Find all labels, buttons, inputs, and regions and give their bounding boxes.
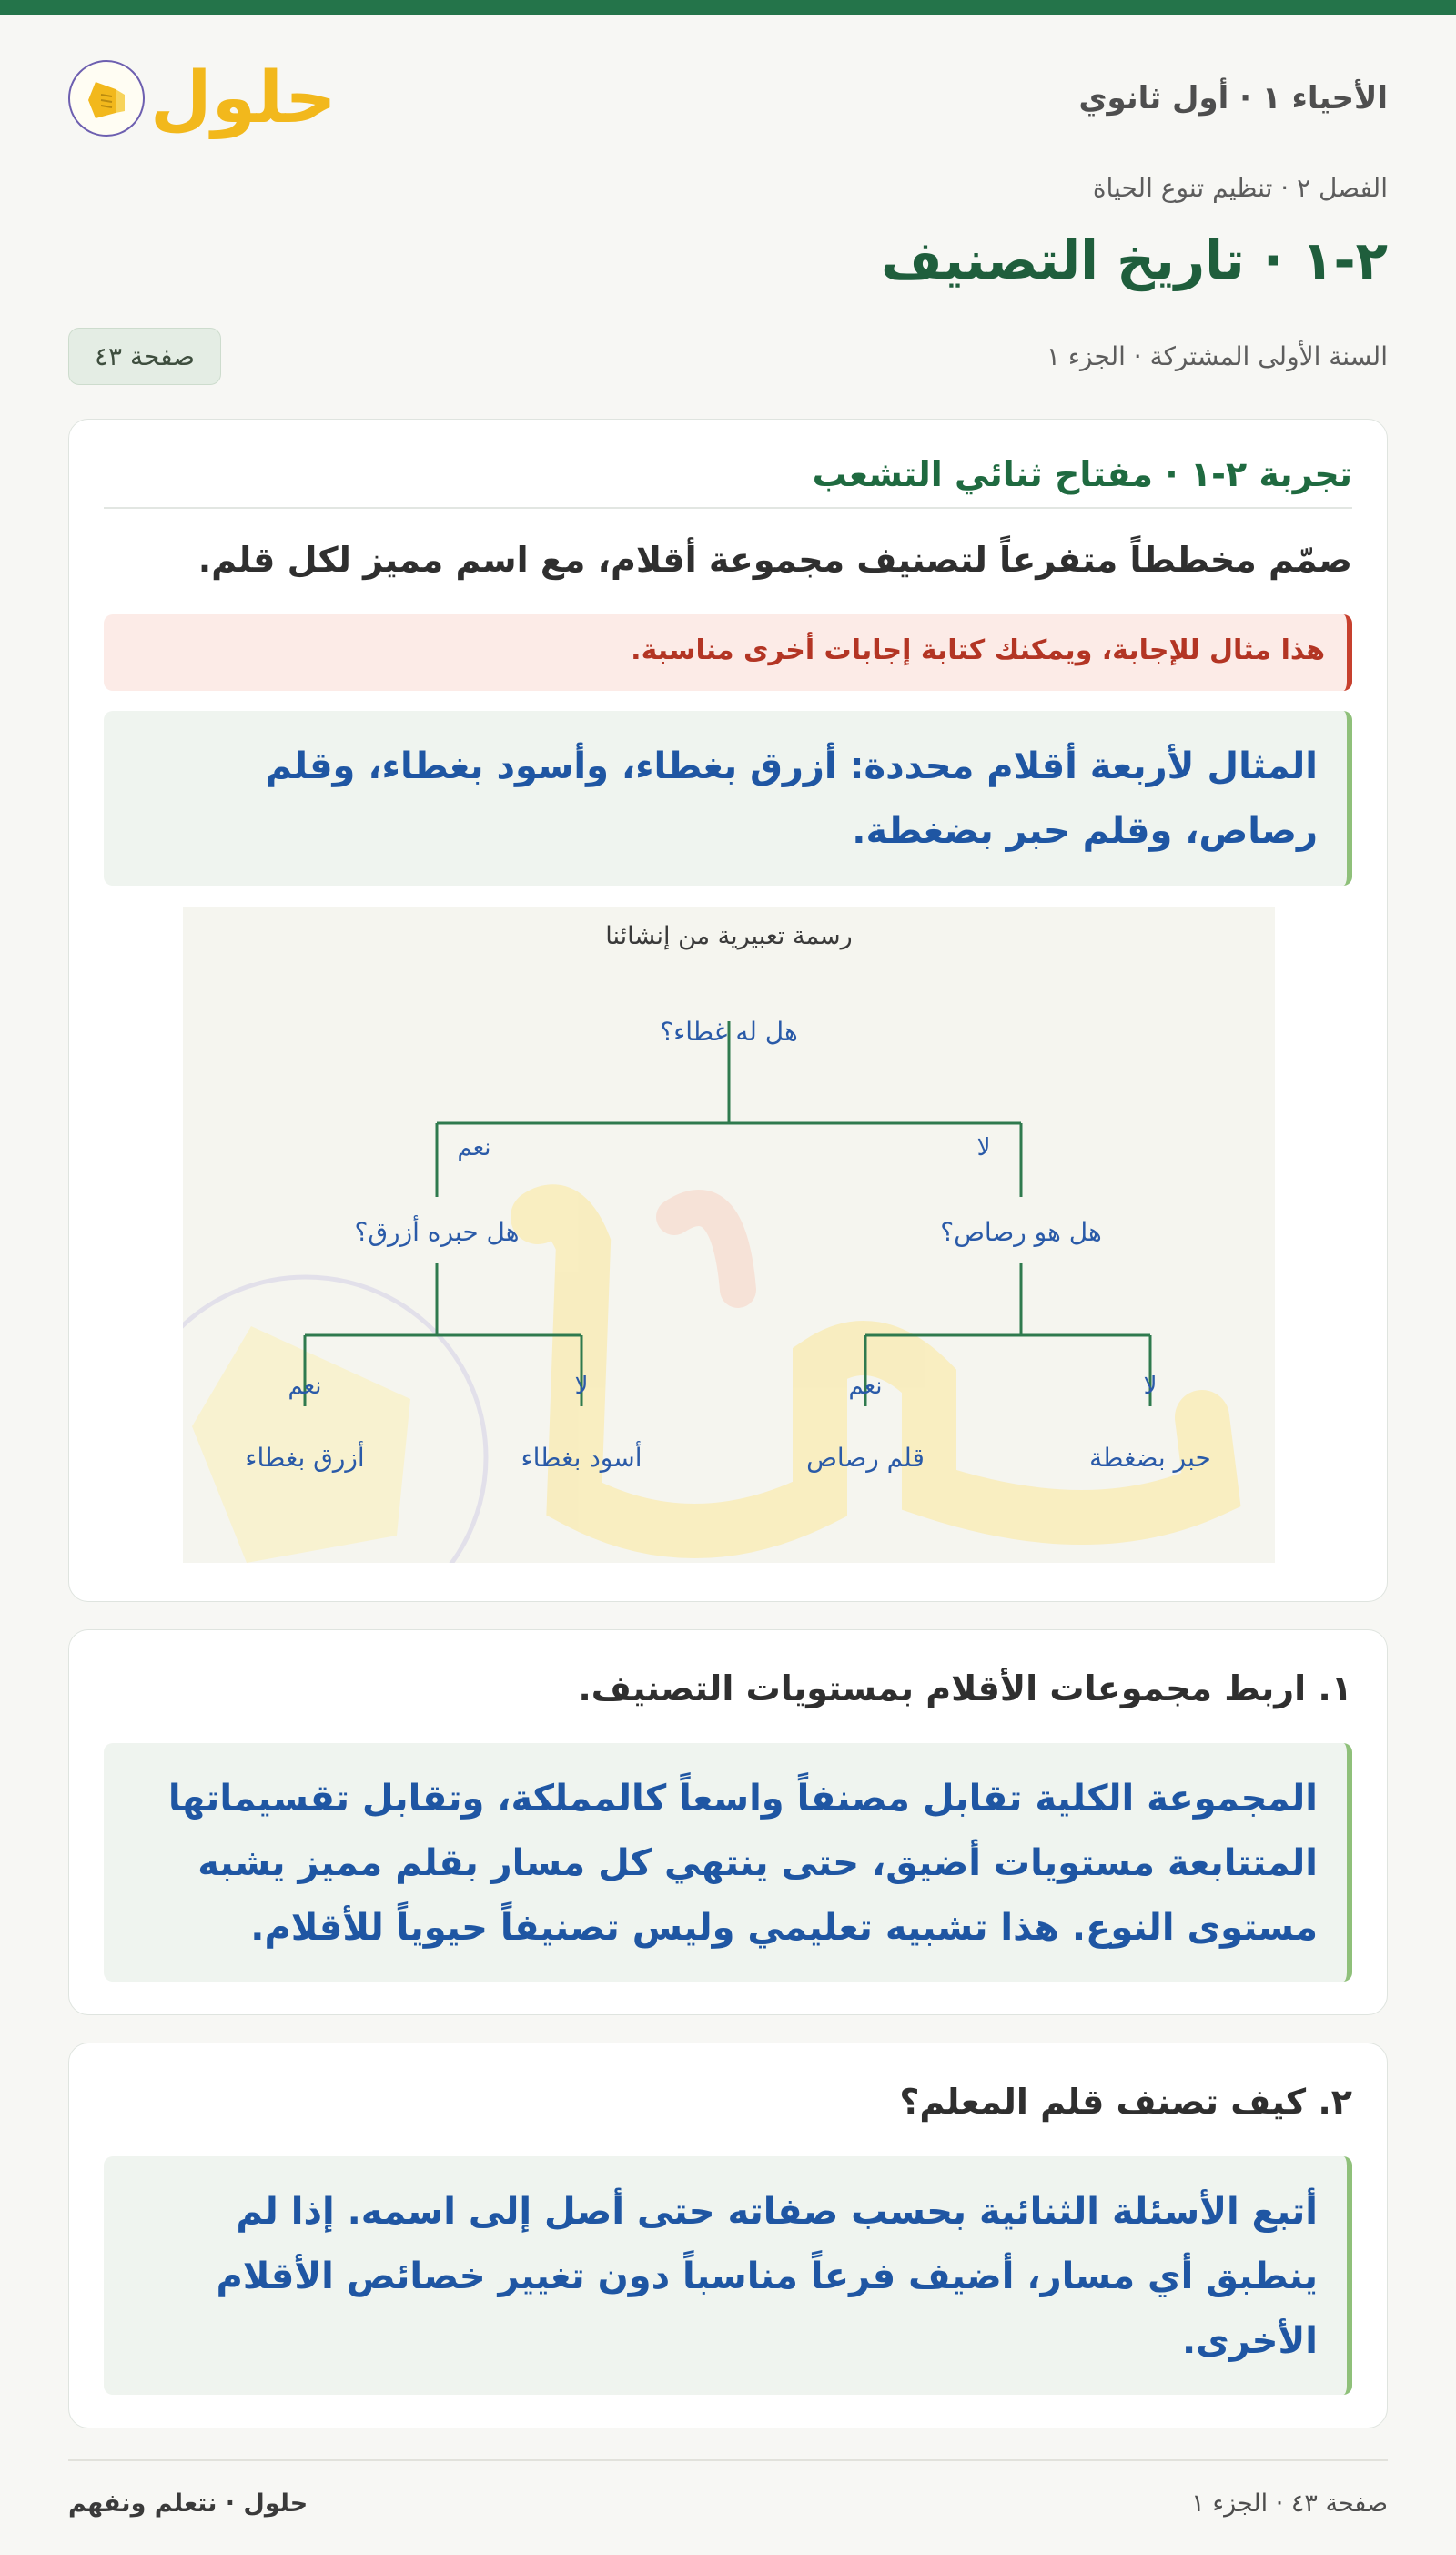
experiment-prompt: صمّم مخططاً متفرعاً لتصنيف مجموعة أقلام، مع اسم مميز لكل قلم. — [197, 540, 1352, 580]
footer-brand: حلول · نتعلم ونفهم — [68, 2489, 308, 2518]
footer-divider — [68, 2459, 1388, 2461]
experiment-heading: تجربة ٢-١ · مفتاح ثنائي التشعب — [104, 454, 1352, 509]
page-badge: صفحة ٤٣ — [68, 328, 221, 385]
experiment-answer: المثال لأربعة أقلام محددة: أزرق بغطاء، وأسود بغطاء، وقلم رصاص، وقلم حبر بضغطة. — [104, 711, 1352, 886]
question-1-card — [68, 1629, 1388, 2015]
pen-logo-icon — [68, 60, 145, 137]
question-1: ١. اربط مجموعات الأقلام بمستويات التصنيف. — [578, 1668, 1352, 1708]
leaf-no-label: لا — [1143, 1373, 1158, 1400]
page-header — [68, 44, 1388, 153]
page-footer — [68, 2485, 1388, 2521]
dichotomous-key-diagram — [183, 907, 1275, 1563]
footer-page-label: صفحة ٤٣ · الجزء ١ — [1191, 2489, 1388, 2518]
branch-no-label: لا — [976, 1134, 991, 1161]
leaf-yes-label: نعم — [288, 1373, 322, 1400]
question-2-answer: أتبع الأسئلة الثنائية بحسب صفاته حتى أصل إلى اسمه. إذا لم ينطبق أي مسار، أضيف فرعاً مناسباً دون تغيير خصائص الأقلام الأخرى. — [104, 2156, 1352, 2395]
subject-label: الأحياء ١ · أول ثانوي — [1078, 80, 1388, 117]
left-question: هل حبره أزرق؟ — [354, 1217, 520, 1247]
branch-yes-label: نعم — [457, 1134, 491, 1161]
experiment-card — [68, 419, 1388, 1602]
leaf-blue-capped: أزرق بغطاء — [245, 1443, 365, 1473]
logo-wordmark: حلول — [150, 57, 337, 139]
meta-row — [68, 326, 1388, 386]
watermark-logo — [183, 1208, 1211, 1563]
question-2: ٢. كيف تصنف قلم المعلم؟ — [899, 2082, 1352, 2122]
leaf-yes-label: نعم — [848, 1373, 883, 1400]
root-question: هل له غطاء؟ — [660, 1017, 798, 1047]
leaf-click-pen: حبر بضغطة — [1089, 1443, 1211, 1473]
question-1-answer: المجموعة الكلية تقابل مصنفاً واسعاً كالمملكة، وتقابل تقسيماتها المتتابعة مستويات أضيق، حتى ينتهي كل مسار بقلم مميز يشبه مستوى النوع. هذا تشبيه تعليمي وليس تصنيفاً حيوياً للأقلام. — [104, 1743, 1352, 1982]
leaf-pencil: قلم رصاص — [806, 1443, 925, 1473]
book-label: السنة الأولى المشتركة · الجزء ١ — [1046, 340, 1388, 371]
diagram-caption: رسمة تعبيرية من إنشائنا — [605, 922, 853, 950]
hulul-logo[interactable] — [68, 57, 337, 139]
top-accent-bar — [0, 0, 1456, 15]
example-note: هذا مثال للإجابة، ويمكنك كتابة إجابات أخرى مناسبة. — [104, 614, 1352, 691]
question-2-card — [68, 2043, 1388, 2428]
right-question: هل هو رصاص؟ — [940, 1217, 1102, 1247]
leaf-no-label: لا — [574, 1373, 589, 1400]
leaf-black-capped: أسود بغطاء — [521, 1443, 642, 1473]
chapter-label: الفصل ٢ · تنظيم تنوع الحياة — [1092, 173, 1388, 203]
page-title: ٢-١ · تاريخ التصنيف — [881, 229, 1388, 291]
